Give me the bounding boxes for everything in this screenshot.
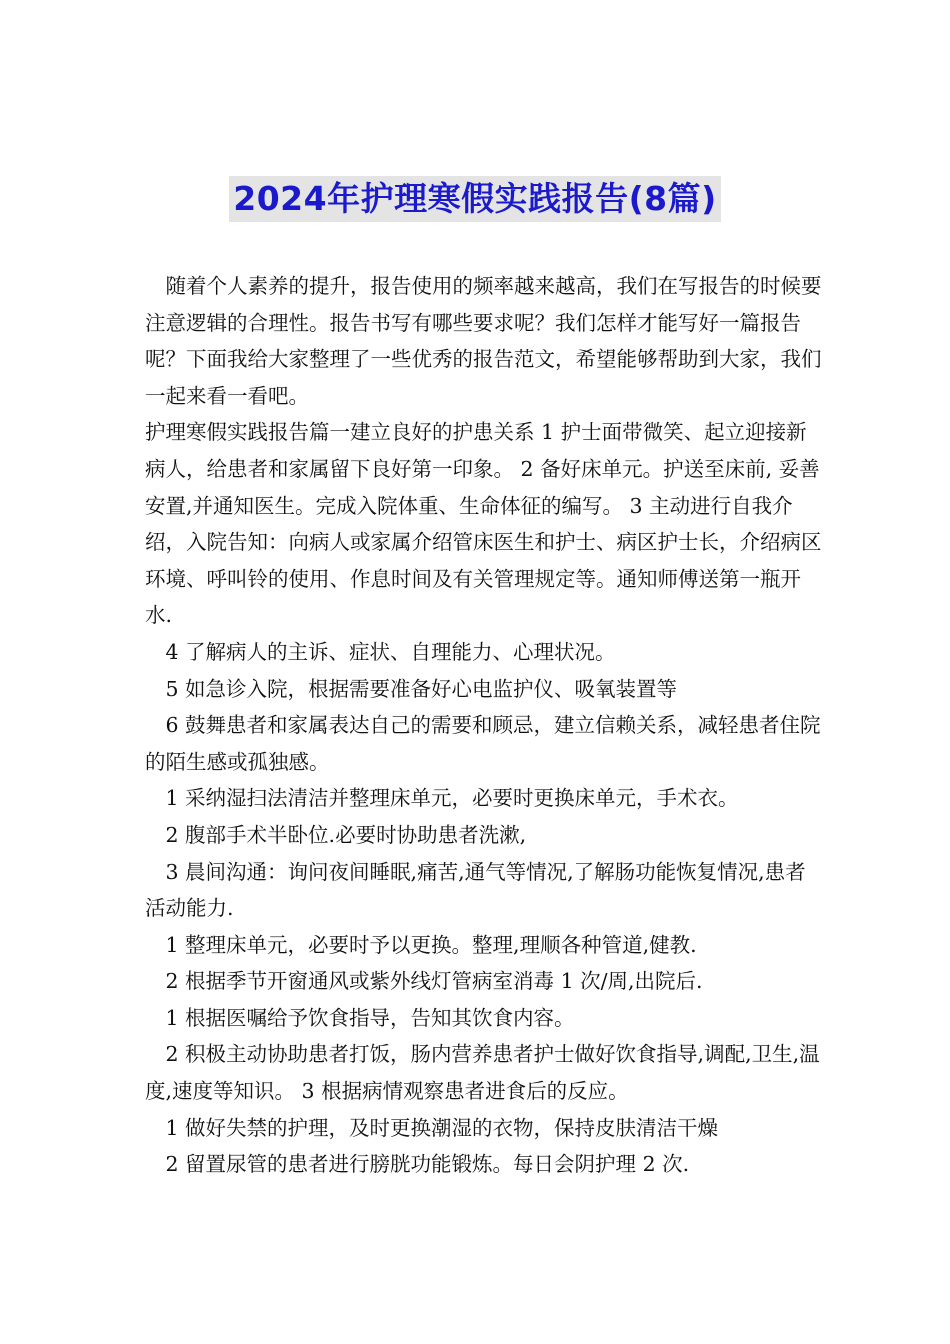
paragraph-intro: 随着个人素养的提升，报告使用的频率越来越高，我们在写报告的时候要注意逻辑的合理性。报告书写有哪些要求呢？我们怎样才能写好一篇报告呢？下面我给大家整理了一些优秀的报告范文，希望能够帮助到大家，我们一起来看一看吧。 — [145, 274, 822, 408]
paragraph: 5 如急诊入院，根据需要准备好心电监护仪、吸氧装置等 — [145, 676, 678, 701]
paragraph: 1 整理床单元，必要时予以更换。整理,理顺各种管道,健教. — [145, 932, 697, 957]
paragraph: 2 留置尿管的患者进行膀胱功能锻炼。每日会阴护理 2 次. — [145, 1152, 690, 1177]
document-title: 2024年护理寒假实践报告(8篇) — [229, 176, 720, 222]
paragraph: 4 了解病人的主诉、症状、自理能力、心理状况。 — [145, 639, 616, 664]
paragraph: 1 采纳湿扫法清洁并整理床单元，必要时更换床单元，手术衣。 — [145, 786, 739, 811]
title-container — [0, 176, 950, 222]
paragraph: 3 晨间沟通：询问夜间睡眠,痛苦,通气等情况,了解肠功能恢复情况,患者活动能力. — [145, 859, 806, 921]
paragraph: 2 积极主动协助患者打饭，肠内营养患者护士做好饮食指导,调配,卫生,温度,速度等知识。 3 根据病情观察患者进食后的反应。 — [145, 1042, 820, 1104]
paragraph: 2 根据季节开窗通风或紫外线灯管病室消毒 1 次/周,出院后. — [145, 969, 703, 994]
paragraph: 1 根据医嘱给予饮食指导，告知其饮食内容。 — [145, 1005, 575, 1030]
paragraph: 2 腹部手术半卧位.必要时协助患者洗漱, — [145, 822, 527, 847]
paragraph-section-1: 护理寒假实践报告篇一建立良好的护患关系 1 护士面带微笑、起立迎接新病人，给患者和家属留下良好第一印象。 2 备好床单元。护送至床前, 妥善安置,并通知医生。完成入院体重、生命体征的编写。 3 主动进行自我介绍，入院告知：向病人或家属介绍管床医生和护士、病区护士长，介绍病区环境、呼叫铃的使用、作息时间及有关管理规定等。通知师傅送第一瓶开水. — [145, 420, 822, 628]
document-body — [145, 268, 825, 1183]
paragraph: 6 鼓舞患者和家属表达自己的需要和顾忌，建立信赖关系，减轻患者住院的陌生感或孤独感。 — [145, 713, 821, 774]
paragraph: 1 做好失禁的护理，及时更换潮湿的衣物，保持皮肤清洁干燥 — [145, 1115, 719, 1140]
